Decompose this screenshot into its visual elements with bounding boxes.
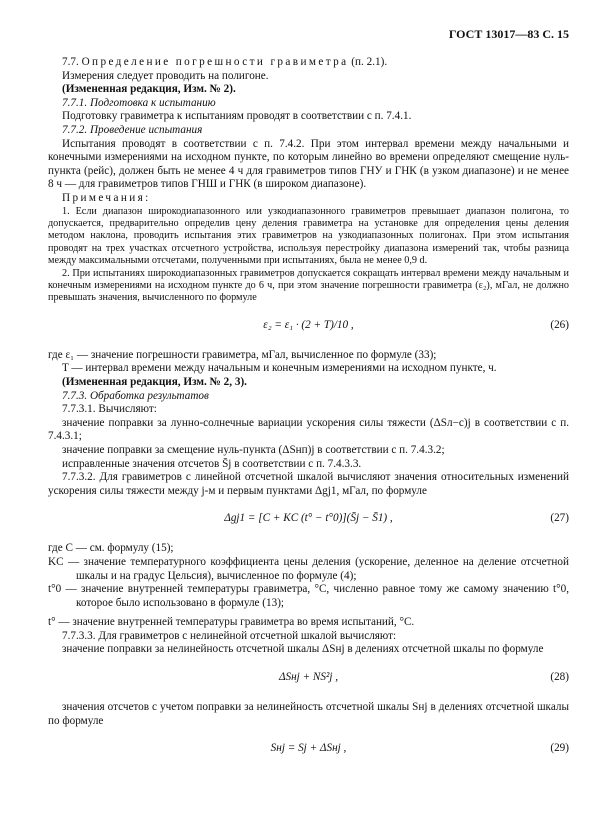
where-t0: t°0 — значение внутренней температуры гравиметра, °С, численно равное тому же самому значению t°0, которое было использовано в формуле (13); [48,583,569,609]
subsection-7-7-2: 7.7.2. Проведение испытания [62,123,203,136]
formula-number: (28) [550,671,569,684]
section-reference: (п. 2.1). [351,56,388,68]
formula-26 [48,313,569,341]
formula-29 [48,736,569,764]
section-number: 7.7. [62,56,79,68]
nonlinearity-correction: значение поправки за нелинейность отсчетной шкалы ΔSнj в делениях отсчетной шкалы по формуле [62,643,544,656]
test-procedure-text: Испытания проводят в соответствии с п. 7.4.2. При этом интервал времени между начальными и конечными измерениями на исходном пункте, по которым линейно во времени определяют смещение нуль-пункта (рейс), должен быть не менее 4 ч для гравиметров типов ГНУ и ГНК (в узком диапазоне) и не менее 8 ч — для гравиметров типов ГНШ и ГНК (в широком диапазоне). [48,137,569,191]
where-epsilon: где ε₁ — значение погрешности гравиметра, мГал, вычисленное по формуле (33); [48,348,437,361]
measurement-note: Измерения следует проводить на полигоне. [62,69,269,82]
page-content [48,56,569,772]
subsection-7-7-3: 7.7.3. Обработка результатов [62,389,209,402]
where-KC: KC — значение температурного коэффициента цены деления (ускорение, деленное на деление отсчетной шкалы и на градус Цельсия), вычисленное по формуле (4); [48,555,569,582]
note-1: 1. Если диапазон широкодиапазонного или узкодиапазонного гравиметров превышает диапазон полигона, то допускается, предварительно определив цену деления гравиметра на установке для определения цены деления методом наклона, проводить испытания этих гравиметров на узкодиапазонных полигонах. При этом испытания проводят на трех участках отсчетного устройства, используя перестройку диапазона измерений так, чтобы разница между максимальными отсчетами, полученными при испытаниях, была не менее 0,9 d. [48,205,569,267]
section-title: Определение погрешности гравиметра [81,56,349,68]
revision-note: (Измененная редакция, Изм. № 2). [62,83,236,96]
formula-number: (27) [550,512,569,525]
formula-28 [48,665,569,693]
preparation-text: Подготовку гравиметра к испытаниям проводят в соответствии с п. 7.4.1. [62,110,412,123]
formula-number: (29) [550,742,569,755]
revision-note-2: (Измененная редакция, Изм. № 2, 3). [62,375,247,388]
where-C: где C — см. формулу (15); [48,542,174,555]
subsection-7-7-3-2: 7.7.3.2. Для гравиметров с линейной отсчетной шкалой вычисляют значения относительных изменений ускорения силы тяжести между j-м и первым пунктами Δgj1, мГал, по формуле [48,471,569,497]
page-header: ГОСТ 13017—83 С. 15 [448,27,569,41]
subsection-7-7-1: 7.7.1. Подготовка к испытанию [62,96,216,109]
formula-number: (26) [550,318,569,331]
notes-heading: Примечания: [62,191,151,204]
formula-expression: ΔSнj + NS²j , [278,671,339,684]
subsection-7-7-3-1: 7.7.3.1. Вычисляют: [62,403,157,416]
where-T: T — интервал времени между начальным и конечным измерениями на исходном пункте, ч. [62,362,497,375]
where-t: t° — значение внутренней температуры гравиметра во время испытаний, °С. [48,616,415,629]
calc-zero-drift: значение поправки за смещение нуль-пункта (ΔSнп)j в соответствии с п. 7.4.3.2; [62,443,445,456]
calc-lunisolar: значение поправки за лунно-солнечные вариации ускорения силы тяжести (ΔSл−с)j в соответствии с п. 7.4.3.1; [48,416,569,443]
formula-expression: Sнj = Sj + ΔSнj , [270,742,347,755]
calc-corrected: исправленные значения отсчетов S̄j в соответствии с п. 7.4.3.3. [62,457,362,470]
section-7-7-heading [48,56,569,70]
subsection-7-7-3-3: 7.7.3.3. Для гравиметров с нелинейной отсчетной шкалой вычисляют: [62,629,397,642]
formula-expression: Δgj1 = [C + KC (t° − t°0)](S̄j − S̄1) , [224,512,393,525]
formula-27 [48,506,569,534]
formula-expression: ε₂ = ε₁ · (2 + T)/10 , [263,318,354,331]
corrected-readings: значения отсчетов с учетом поправки за нелинейность отсчетной шкалы Sнj в делениях отсчетной шкалы по формуле [48,701,569,727]
note-2: 2. При испытаниях широкодиапазонных гравиметров допускается сокращать интервал времени между начальным и конечным измерениями на исходном пункте до 6 ч, при этом значение погрешности гравиметра (ε₂), мГал, не должно превышать значения, вычисленного по формуле [48,267,569,304]
